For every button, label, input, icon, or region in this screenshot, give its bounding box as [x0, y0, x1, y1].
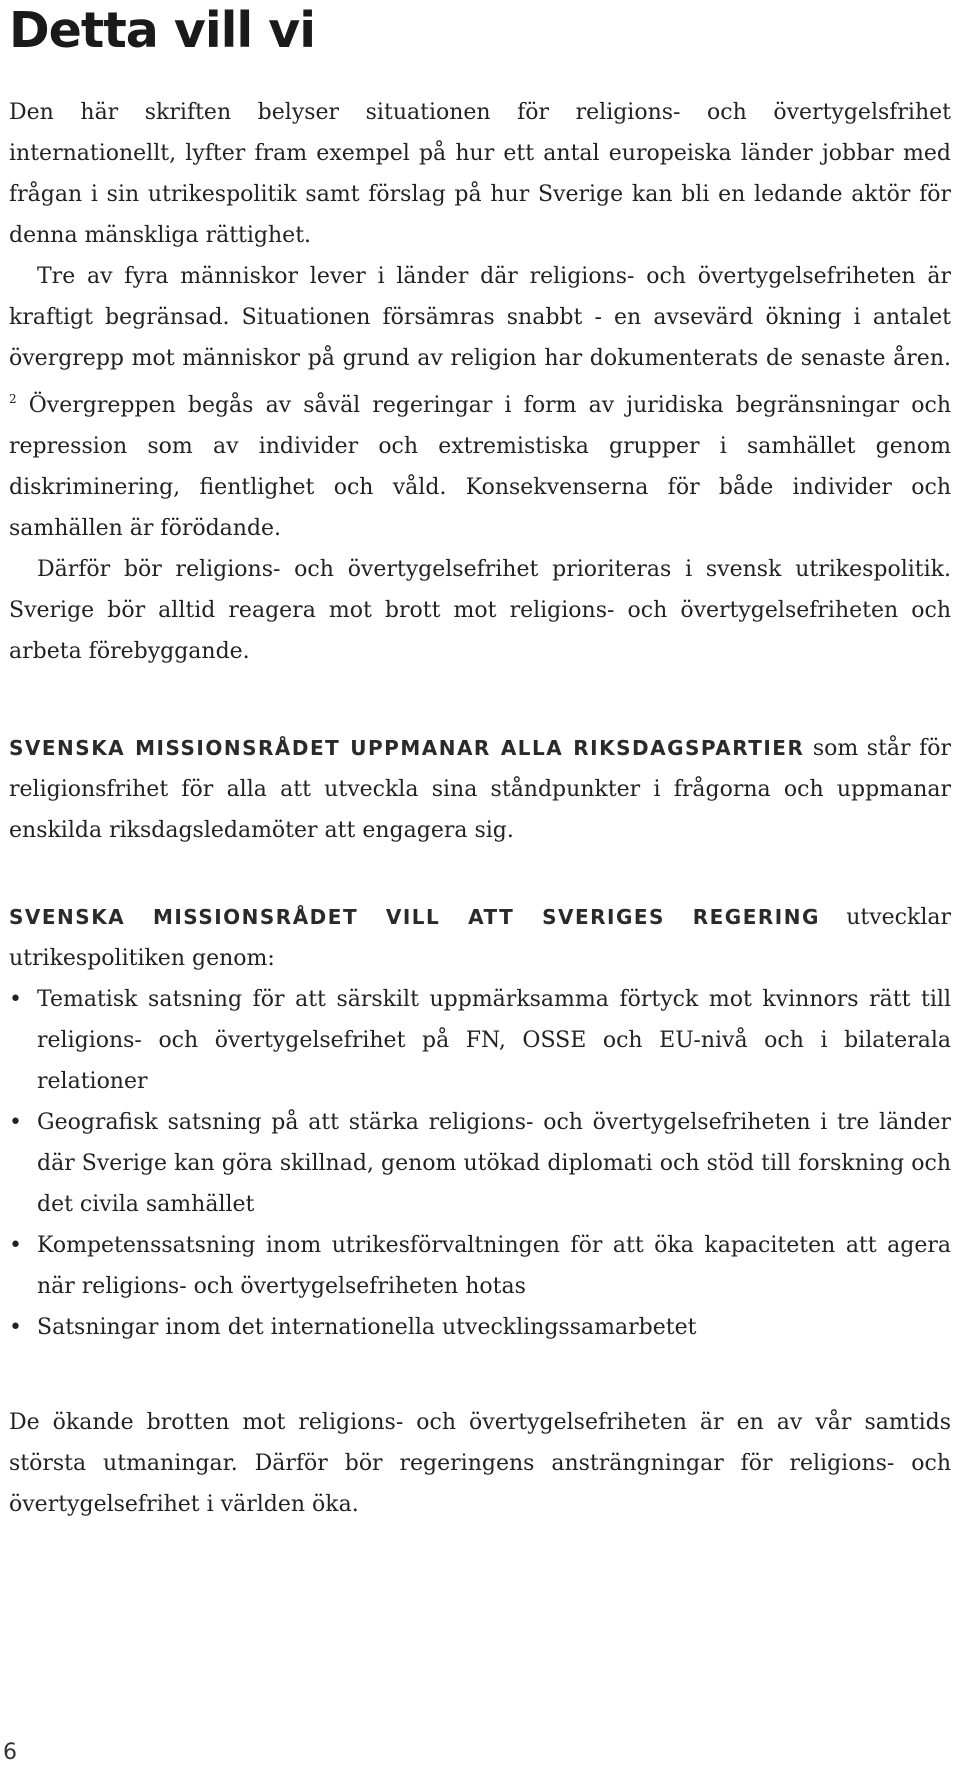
bullet-icon: •: [9, 1110, 22, 1135]
intro-paragraph-2-part-2: Övergreppen begås av såväl regeringar i form av juridiska begränsningar och repression som av individer och extremistiska grupper i samhället genom diskriminering, fientlighet och våld. Konsekvenserna för både individer och samhällen är förödande.: [9, 393, 951, 541]
intro-paragraph-1: Den här skriften belyser situationen för religions- och övertygelsfrihet internationellt, lyfter fram exempel på hur ett antal europeiska länder jobbar med frågan i sin utrikespolitik samt förslag på hur Sverige kan bli en ledande aktör för denna mänskliga rättighet.: [9, 100, 951, 248]
list-item-text: Kompetenssatsning inom utrikesförvaltningen för att öka kapaciteten att agera när religions- och övertygelsefriheten hotas: [37, 1233, 951, 1299]
bullet-icon: •: [9, 1233, 22, 1258]
list-item: [9, 1307, 951, 1348]
government-lead: SVENSKA MISSIONSRÅDET VILL ATT SVERIGES REGERING: [9, 905, 820, 929]
list-item: [9, 1102, 951, 1225]
page-title: Detta vill vi: [9, 2, 316, 59]
intro-paragraph-2-part-1: Tre av fyra människor lever i länder där religions- och övertygelsefriheten är kraftigt begränsad. Situationen försämras snabbt - en avsevärd ökning i antalet övergrepp mot människor på grund av religion har dokumenterats de senaste åren.: [9, 264, 951, 371]
appeal-section: [9, 728, 951, 851]
appeal-text: som står för religionsfrihet för alla att utveckla sina ståndpunkter i frågorna och uppmanar enskilda riksdagsledamöter att engagera sig.: [9, 736, 951, 843]
bullet-icon: •: [9, 1315, 22, 1340]
list-item: [9, 979, 951, 1102]
appeal-lead: SVENSKA MISSIONSRÅDET UPPMANAR ALLA RIKSDAGSPARTIER: [9, 736, 805, 760]
list-item-text: Tematisk satsning för att särskilt uppmärksamma förtyck mot kvinnors rätt till religions- och övertygelsefrihet på FN, OSSE och EU-nivå och i bilaterala relationer: [37, 987, 951, 1094]
page-number: 6: [3, 1740, 17, 1765]
list-item-text: Geografisk satsning på att stärka religions- och övertygelsefriheten i tre länder där Sverige kan göra skillnad, genom utökad diplomati och stöd till forskning och det civila samhället: [37, 1110, 951, 1217]
list-item-text: Satsningar inom det internationella utvecklingssamarbetet: [37, 1315, 697, 1340]
appeal-paragraph: [9, 728, 951, 851]
list-item: [9, 1225, 951, 1307]
government-section: [9, 897, 951, 1348]
government-bullet-list: [9, 979, 951, 1348]
intro-section: [9, 92, 951, 672]
closing-section: [9, 1402, 951, 1525]
intro-paragraph-3: Därför bör religions- och övertygelsefrihet prioriteras i svensk utrikespolitik. Sverige bör alltid reagera mot brott mot religions- och övertygelsefriheten och arbeta förebyggande.: [9, 557, 951, 664]
government-text: utvecklar utrikespolitiken genom:: [9, 905, 952, 971]
intro-paragraph-2: [9, 256, 951, 549]
closing-paragraph: De ökande brotten mot religions- och övertygelsefriheten är en av vår samtids största utmaningar. Därför bör regeringens ansträngningar för religions- och övertygelsefrihet i världen öka.: [9, 1410, 951, 1517]
bullet-icon: •: [9, 987, 22, 1012]
footnote-reference: 2: [9, 392, 17, 406]
government-paragraph: [9, 897, 951, 979]
